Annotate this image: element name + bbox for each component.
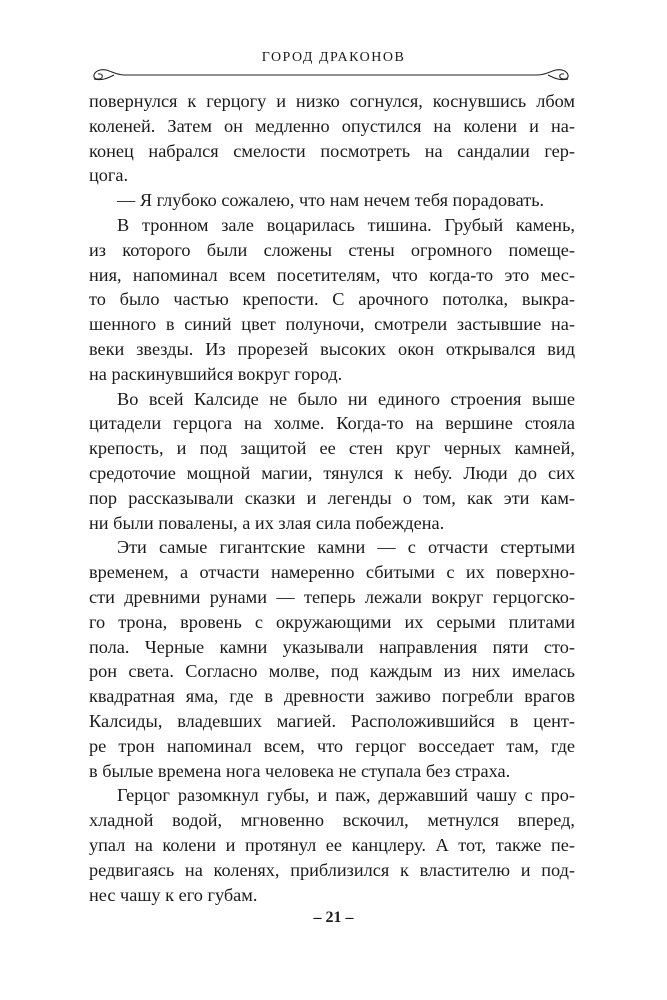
- page-number: – 21 –: [313, 909, 354, 926]
- text-line: в былые времена нога человека не ступала без страха.: [89, 760, 511, 781]
- text-line: квадратная яма, где в древности заживо погребли врагов: [89, 686, 575, 707]
- running-head: ГОРОД ДРАКОНОВ: [261, 50, 406, 65]
- text-line: коленей. Затем он медленно опустился на колени и на-: [89, 115, 575, 136]
- text-line: то было частью крепости. С арочного потолка, выкра-: [89, 289, 575, 310]
- text-line: сти древними рунами — теперь лежали вокруг герцогско-: [89, 586, 575, 607]
- text-line: веки звезды. Из прорезей высоких окон открывался вид: [89, 338, 575, 359]
- text-line: В тронном зале воцарилась тишина. Грубый камень,: [117, 214, 575, 235]
- text-line: цитадели герцога на холме. Когда-то на вершине стояла: [89, 413, 575, 434]
- text-line: ни были повалены, а их злая сила побеждена.: [89, 512, 445, 533]
- text-line: хладной водой, мгновенно вскочил, метнулся вперед,: [89, 810, 575, 831]
- header-ornament: [84, 64, 578, 84]
- text-line: крепость, и под защитой ее стен круг черных камней,: [89, 438, 575, 459]
- text-line: пор рассказывали сказки и легенды о том, как эти кам-: [89, 487, 575, 508]
- text-line: из которого были сложены стены огромного помеще-: [89, 239, 575, 260]
- text-line: рон света. Согласно молве, под каждым из них имелась: [89, 661, 575, 682]
- text-line: Эти самые гигантские камни — с отчасти стертыми: [117, 537, 575, 558]
- text-line: ния, напоминал всем посетителям, что когда-то это мес-: [89, 264, 575, 285]
- text-line: Во всей Калсиде не было ни единого строения выше: [117, 388, 575, 409]
- text-line: цога.: [89, 165, 129, 186]
- text-line: нес чашу к его губам.: [89, 884, 258, 905]
- text-line: Герцог разомкнул губы, и паж, державший чашу с про-: [117, 785, 575, 806]
- text-line: средоточие мощной магии, тянулся к небу. Люди до сих: [89, 462, 575, 483]
- text-line: редвигаясь на коленях, приблизился к властителю и под-: [89, 859, 575, 880]
- text-line: шенного в синий цвет полуночи, смотрели застывшие на-: [89, 314, 575, 335]
- text-line: временем, а отчасти намеренно сбитыми с их поверхно-: [89, 562, 575, 583]
- body-text: [89, 89, 575, 907]
- text-line: конец набрался смелости посмотреть на сандалии гер-: [89, 140, 575, 161]
- text-line: пола. Черные камни указывали направления пяти сто-: [89, 636, 575, 657]
- text-line: упал на колени и протянул ее канцлеру. А тот, также пе-: [89, 834, 575, 855]
- text-line: го трона, вровень с окружающими их серыми плитами: [89, 611, 575, 632]
- text-line: ре трон напоминал всем, что герцог восседает там, где: [89, 735, 575, 756]
- text-line: повернулся к герцогу и низко согнулся, коснувшись лбом: [89, 91, 575, 111]
- text-line: Калсиды, владевших магией. Расположившийся в цент-: [89, 710, 575, 731]
- text-line: — Я глубоко сожалею, что нам нечем тебя порадовать.: [117, 190, 545, 211]
- text-line: на раскинувшийся вокруг город.: [89, 363, 343, 384]
